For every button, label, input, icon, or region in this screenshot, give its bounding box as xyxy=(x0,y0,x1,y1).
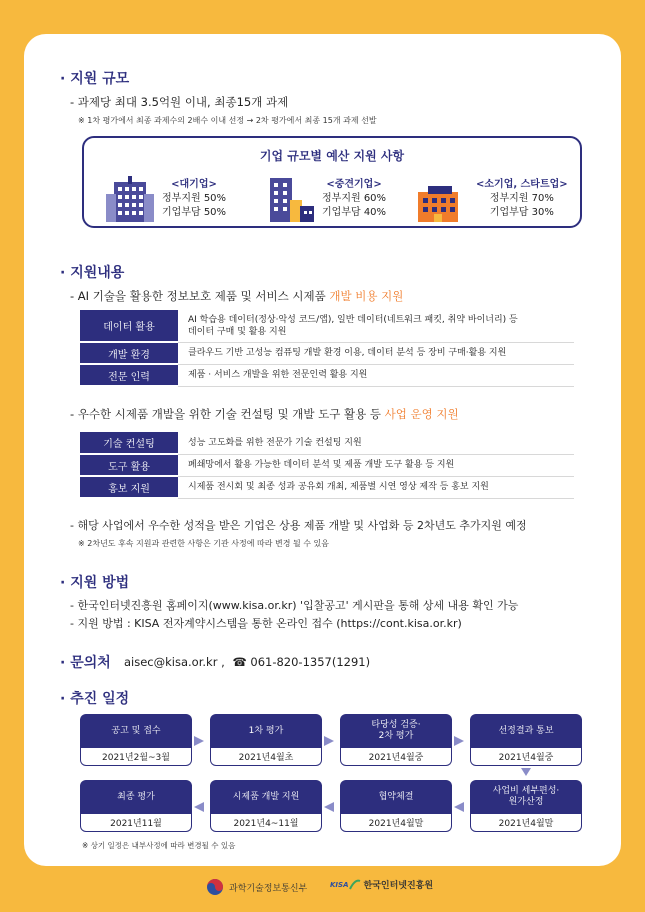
content-line-3: - 해당 사업에서 우수한 성적을 받은 기업은 상용 제품 개발 및 사업화 등 2차년도 추가지원 예정 xyxy=(70,519,527,532)
arrow-right-icon xyxy=(324,736,334,746)
step-name: 최종 평가 xyxy=(80,780,192,814)
method-line-2: - 지원 방법 : KISA 전자계약시스템을 통한 온라인 접수 (https://cont.kisa.or.kr) xyxy=(70,617,462,630)
step-name: 공고 및 접수 xyxy=(80,714,192,748)
section-title-method: · 지원 방법 xyxy=(60,575,130,591)
msit-logo xyxy=(206,878,307,896)
arrow-left-icon xyxy=(454,802,464,812)
budget-large-name: <대기업> xyxy=(171,179,217,190)
step-name: 시제품 개발 지원 xyxy=(210,780,322,814)
step-date: 2021년4월말 xyxy=(470,814,582,832)
step-date: 2021년4~11월 xyxy=(210,814,322,832)
section-title-content: · 지원내용 xyxy=(60,265,125,281)
section-title-contact: · 문의처 xyxy=(60,655,111,671)
step-name: 선정결과 통보 xyxy=(470,714,582,748)
table-label: 데이터 활용 xyxy=(80,310,178,342)
content-line-1-text: - AI 기술을 활용한 정보보호 제품 및 서비스 시제품 xyxy=(70,289,330,303)
arrow-left-icon xyxy=(194,802,204,812)
contact-email: aisec@kisa.or.kr , xyxy=(124,655,225,669)
arrow-right-icon xyxy=(194,736,204,746)
kisa-logo xyxy=(330,878,433,891)
step-date: 2021년4월말 xyxy=(340,814,452,832)
table-desc: 시제품 전시회 및 최종 성과 공유회 개최, 제품별 시연 영상 제작 등 홍보 지원 xyxy=(178,476,574,498)
step-name: 사업비 세부편성· 원가산정 xyxy=(470,780,582,814)
budget-large-gov: 정부지원 50% xyxy=(162,193,227,204)
table-desc: 제품 · 서비스 개발을 위한 전문인력 활용 지원 xyxy=(178,364,574,386)
table-label: 홍보 지원 xyxy=(80,476,178,498)
table-label: 개발 환경 xyxy=(80,342,178,364)
kisa-swoosh-icon xyxy=(349,879,361,891)
budget-large-corp: 기업부담 50% xyxy=(162,207,227,218)
content-note: ※ 2차년도 후속 지원과 관련한 사항은 기관 사정에 따라 변경 될 수 있음 xyxy=(78,539,329,548)
arrow-right-icon xyxy=(454,736,464,746)
table-label: 전문 인력 xyxy=(80,364,178,386)
table-desc: AI 학습용 데이터(정상·악성 코드/앱), 일반 데이터(네트워크 패킷, 취약 바이너리) 등 데이터 구매 및 활용 지원 xyxy=(178,310,574,342)
taegeuk-logo-icon xyxy=(206,878,224,896)
step-date: 2021년4월중 xyxy=(340,748,452,766)
org2-name: 한국인터넷진흥원 xyxy=(363,881,434,891)
step-date: 2021년4월중 xyxy=(470,748,582,766)
budget-small-gov: 정부지원 70% xyxy=(489,193,554,204)
arrow-down-icon xyxy=(521,768,531,776)
scale-line: - 과제당 최대 3.5억원 이내, 최종15개 과제 xyxy=(70,95,289,109)
budget-title: 기업 규모별 예산 지원 사항 xyxy=(259,149,405,163)
step-date: 2021년11월 xyxy=(80,814,192,832)
table-desc: 성능 고도화를 위한 전문가 기술 컨설팅 지원 xyxy=(178,432,574,454)
method-line-1: - 한국인터넷진흥원 홈페이지(www.kisa.or.kr) '입찰공고' 게시판을 통해 상세 내용 확인 가능 xyxy=(70,599,519,612)
table-desc: 폐쇄망에서 활용 가능한 데이터 분석 및 제품 개발 도구 활용 등 지원 xyxy=(178,454,574,476)
content-line-2-highlight: 사업 운영 지원 xyxy=(384,407,459,421)
contact-phone: ☎ 061-820-1357(1291) xyxy=(232,655,371,669)
step-name: 타당성 검증· 2차 평가 xyxy=(340,714,452,748)
org1-name: 과학기술정보통신부 xyxy=(229,883,308,894)
schedule-note: ※ 상기 일정은 내부사정에 따라 변경될 수 있음 xyxy=(82,841,236,850)
table-label: 도구 활용 xyxy=(80,454,178,476)
scale-note: ※ 1차 평가에서 최종 과제수의 2배수 이내 선정 → 2차 평가에서 최종 15개 과제 선발 xyxy=(78,116,377,125)
table-label: 기술 컨설팅 xyxy=(80,432,178,454)
content-line-2-text: - 우수한 시제품 개발을 위한 기술 컨설팅 및 개발 도구 활용 등 xyxy=(70,407,385,421)
step-date: 2021년4월초 xyxy=(210,748,322,766)
budget-small-name: <소기업, 스타트업> xyxy=(476,179,568,190)
step-date: 2021년2월~3월 xyxy=(80,748,192,766)
section-title-schedule: · 추진 일정 xyxy=(60,691,130,707)
step-name: 협약체결 xyxy=(340,780,452,814)
kisa-mark: KISA xyxy=(330,880,349,889)
table-desc: 클라우드 기반 고성능 컴퓨팅 개발 환경 이용, 데이터 분석 등 장비 구매·활용 지원 xyxy=(178,342,574,364)
content-line-1-highlight: 개발 비용 지원 xyxy=(329,289,404,303)
step-name: 1차 평가 xyxy=(210,714,322,748)
budget-mid-corp: 기업부담 40% xyxy=(322,207,387,218)
budget-mid-gov: 정부지원 60% xyxy=(322,193,387,204)
section-title-scale: · 지원 규모 xyxy=(60,71,130,87)
budget-mid-name: <중견기업> xyxy=(326,179,382,190)
budget-small-corp: 기업부담 30% xyxy=(489,207,554,218)
arrow-left-icon xyxy=(324,802,334,812)
